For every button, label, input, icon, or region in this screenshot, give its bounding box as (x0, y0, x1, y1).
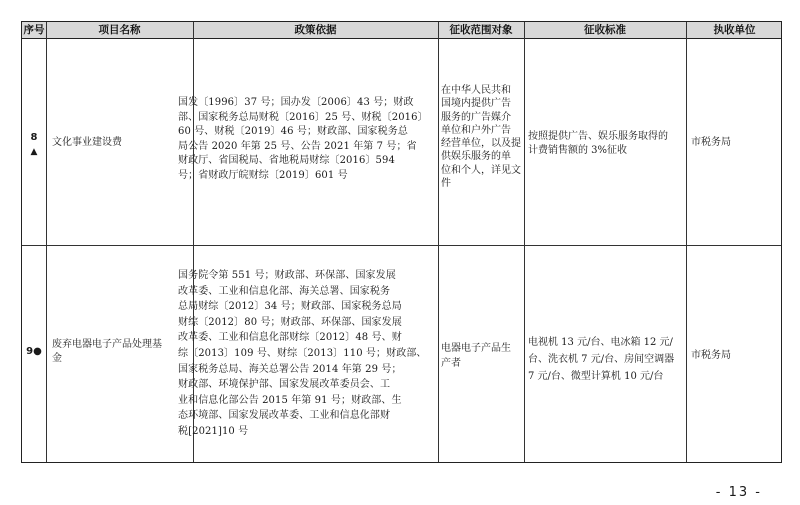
row-8-scope (441, 84, 523, 190)
scope-line: 供娱乐服务的单 (441, 151, 511, 163)
policy-line: 国务院令第 551 号；财政部、环保部、国家发展 (178, 270, 396, 281)
policy-line: 财政部、环境保护部、国家发展改革委员会、工 (178, 379, 391, 391)
header-unit: 执收单位 (713, 24, 756, 36)
column-divider (686, 22, 687, 462)
row-8-unit: 市税务局 (691, 137, 731, 148)
policy-line: 税[2021]10 号 (178, 425, 249, 437)
row-9-number: 9● (26, 346, 42, 357)
policy-line: 部、国家税务总局财税〔2016〕25 号、财税〔2016〕 (178, 111, 428, 123)
item-name-line: 金 (52, 353, 62, 364)
scope-line: 单位和户外广告 (441, 124, 511, 136)
header-scope: 征收范围对象 (449, 24, 513, 36)
standard-line: 按照提供广告、娱乐服务取得的 (528, 131, 668, 142)
column-divider (46, 22, 47, 462)
header-policy-basis: 政策依据 (294, 24, 337, 36)
policy-line: 总局财综〔2012〕34 号；财政部、国家税务总局 (178, 301, 402, 313)
row-9-standard (528, 334, 686, 385)
row-9-policy (178, 268, 440, 440)
header-seq: 序号 (23, 24, 45, 36)
row-number-text: 8 (30, 132, 38, 143)
scope-line: 经营单位，以及提 (441, 138, 521, 150)
standard-line: 台、洗衣机 7 元/台、房间空调器 (528, 354, 675, 365)
item-name-line: 废弃电器电子产品处理基 (52, 339, 162, 350)
standard-line: 计费销售额的 3%征收 (528, 144, 628, 156)
policy-line: 财综〔2012〕80 号；财政部、环保部、国家发展 (178, 316, 402, 328)
row-9-unit: 市税务局 (691, 350, 731, 361)
row-8-policy (178, 96, 440, 184)
policy-line: 业和信息化部公告 2015 年第 91 号；财政部、生 (178, 394, 402, 406)
row-8-number (22, 131, 46, 158)
policy-line: 改革委、工业和信息化部、海关总署、国家税务 (178, 285, 391, 297)
scope-line: 电器电子产品生 (441, 343, 511, 354)
row-8-standard (528, 130, 686, 157)
policy-line: 国发〔1996〕37 号；国办发〔2006〕43 号；财政 (178, 97, 414, 108)
policy-line: 局公告 2020 年第 25 号、公告 2021 年第 7 号；省 (178, 140, 417, 152)
header-standard: 征收标准 (584, 24, 626, 36)
row-9-item-name (52, 338, 192, 366)
scope-line: 国境内提供广告 (441, 98, 511, 110)
policy-line: 财政厅、省国税局、省地税局财综〔2016〕594 (178, 155, 395, 167)
row-9-scope (441, 341, 523, 371)
scope-line: 产者 (441, 358, 461, 369)
column-divider (524, 22, 525, 462)
scope-line: 位和个人，详见文 (441, 164, 521, 176)
scope-line: 件 (441, 178, 451, 190)
policy-line: 国家税务总局、海关总署公告 2014 年第 29 号； (178, 363, 402, 375)
scope-line: 在中华人民共和 (441, 85, 511, 96)
fee-table (21, 21, 782, 463)
header-item-name: 项目名称 (98, 24, 141, 36)
row-8-item-name: 文化事业建设费 (52, 137, 122, 148)
table-header (22, 22, 781, 39)
row-divider (22, 245, 781, 246)
standard-line: 7 元/台、微型计算机 10 元/台 (528, 371, 664, 382)
policy-line: 号；省财政厅皖财综〔2019〕601 号 (178, 169, 348, 181)
policy-line: 改革委、工业和信息化部财综〔2012〕48 号、财 (178, 332, 402, 344)
triangle-mark-icon: ▲ (30, 146, 38, 157)
standard-line: 电视机 13 元/台、电冰箱 12 元/ (528, 337, 673, 348)
scope-line: 服务的广告媒介 (441, 111, 511, 123)
policy-line: 态环境部、国家发展改革委、工业和信息化部财 (178, 410, 391, 422)
page-number: - 13 - (715, 485, 762, 500)
policy-line: 综〔2013〕109 号、财综〔2013〕110 号；财政部、 (178, 347, 427, 359)
policy-line: 60 号、财税〔2019〕46 号；财政部、国家税务总 (178, 126, 408, 138)
